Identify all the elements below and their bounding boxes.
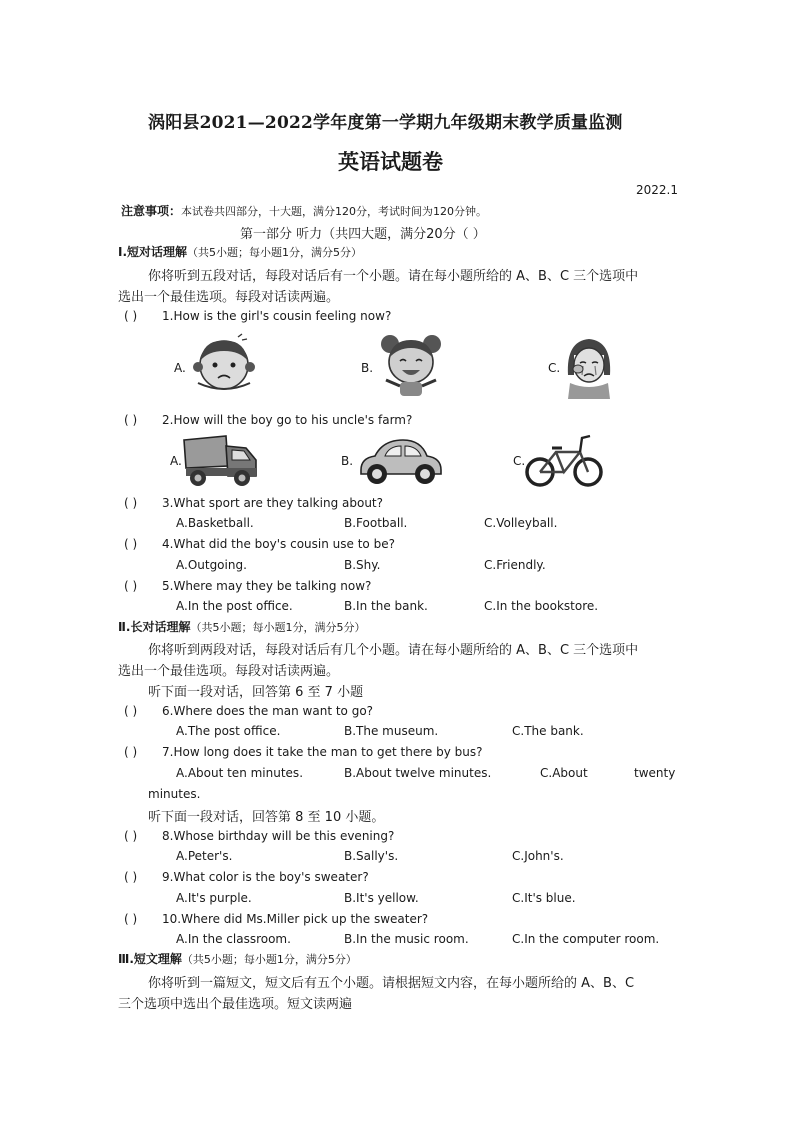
q10-row (124, 911, 428, 927)
q6-text: 6.Where does the man want to go? (162, 704, 374, 718)
section2-sub2: 听下面一段对话，回答第 8 至 10 小题。 (148, 810, 385, 825)
q9-row (124, 869, 369, 885)
q3-row (124, 495, 383, 511)
q10-text: 10.Where did Ms.Miller pick up the sweater? (162, 912, 429, 926)
q6-option-b: B.The museum. (344, 724, 439, 738)
section2-title: Ⅱ.长对话理解 (118, 620, 191, 634)
bicycle-icon (524, 430, 604, 488)
q7-option-c-cont: twenty (634, 766, 676, 780)
q3-option-c: C.Volleyball. (484, 516, 558, 530)
q5-option-a: A.In the post office. (176, 599, 293, 613)
notice-label: 注意事项： (121, 204, 182, 218)
happy-girl-icon (380, 332, 442, 398)
q1-option-a: A. (174, 361, 186, 375)
q7-row (124, 744, 482, 760)
answer-blank[interactable]: ( ) (124, 704, 138, 718)
q7-text: 7.How long does it take the man to get there by bus? (162, 745, 483, 759)
q4-option-a: A.Outgoing. (176, 558, 247, 572)
q7-option-a: A.About ten minutes. (176, 766, 304, 780)
q3-option-a: A.Basketball. (176, 516, 254, 530)
section3-title: Ⅲ.短文理解 (118, 952, 182, 966)
section1-title: Ⅰ.短对话理解 (118, 245, 188, 259)
q4-text: 4.What did the boy's cousin use to be? (162, 537, 395, 551)
part1-heading: 第一部分 听力（共四大题，满分20分（ ） (240, 227, 486, 242)
notice (121, 203, 487, 220)
q9-option-c: C.It's blue. (512, 891, 576, 905)
q7-option-c: C.About (540, 766, 588, 780)
section1-instruction-2: 选出一个最佳选项。每段对话读两遍。 (118, 290, 340, 305)
q2-option-b: B. (341, 454, 354, 468)
answer-blank[interactable]: ( ) (124, 912, 138, 926)
q7-option-b: B.About twelve minutes. (344, 766, 492, 780)
q8-option-b: B.Sally's. (344, 849, 399, 863)
q1-option-b: B. (361, 361, 374, 375)
q8-option-c: C.John's. (512, 849, 564, 863)
answer-blank[interactable]: ( ) (124, 496, 138, 510)
q9-option-a: A.It's purple. (176, 891, 252, 905)
section3-heading (118, 951, 357, 968)
crying-girl-icon (564, 335, 614, 399)
section3-instruction-2: 三个选项中选出个最佳选项。短文读两遍 (118, 997, 353, 1012)
q10-option-b: B.In the music room. (344, 932, 469, 946)
answer-blank[interactable]: ( ) (124, 413, 138, 427)
q5-option-b: B.In the bank. (344, 599, 428, 613)
q5-row (124, 578, 371, 594)
section2-heading (118, 619, 365, 636)
q4-row (124, 536, 395, 552)
answer-blank[interactable]: ( ) (124, 745, 138, 759)
q10-option-c: C.In the computer room. (512, 932, 660, 946)
q5-option-c: C.In the bookstore. (484, 599, 599, 613)
car-icon (357, 434, 443, 488)
notice-text: 本试卷共四部分，十大题，满分120分，考试时间为120分钟。 (181, 205, 488, 218)
truck-icon (182, 432, 258, 488)
section2-note: （共5小题；每小题1分，满分5分） (190, 621, 366, 634)
worried-girl-icon (190, 333, 258, 395)
section2-instruction-1: 你将听到两段对话，每段对话后有几个小题。请在每小题所给的 A、B、C 三个选项中 (148, 643, 639, 658)
q7-option-c-wrap: minutes. (148, 787, 201, 801)
section2-instruction-2: 选出一个最佳选项。每段对话读两遍。 (118, 664, 340, 679)
answer-blank[interactable]: ( ) (124, 829, 138, 843)
q2-text: 2.How will the boy go to his uncle's farm? (162, 413, 413, 427)
answer-blank[interactable]: ( ) (124, 870, 138, 884)
answer-blank[interactable]: ( ) (124, 579, 138, 593)
exam-subtitle: 英语试题卷 (338, 149, 443, 174)
q9-option-b: B.It's yellow. (344, 891, 419, 905)
q2-option-c: C. (513, 454, 526, 468)
q1-row (124, 308, 391, 324)
section3-note: （共5小题；每小题1分，满分5分） (181, 953, 357, 966)
q1-text: 1.How is the girl's cousin feeling now? (162, 309, 392, 323)
answer-blank[interactable]: ( ) (124, 537, 138, 551)
q10-option-a: A.In the classroom. (176, 932, 291, 946)
q6-row (124, 703, 373, 719)
q1-option-c: C. (548, 361, 561, 375)
q6-option-c: C.The bank. (512, 724, 584, 738)
q3-text: 3.What sport are they talking about? (162, 496, 383, 510)
section1-heading (118, 244, 362, 261)
q4-option-c: C.Friendly. (484, 558, 546, 572)
q8-option-a: A.Peter's. (176, 849, 233, 863)
q8-text: 8.Whose birthday will be this evening? (162, 829, 395, 843)
section2-sub1: 听下面一段对话，回答第 6 至 7 小题 (148, 685, 364, 700)
section1-instruction-1: 你将听到五段对话，每段对话后有一个小题。请在每小题所给的 A、B、C 三个选项中 (148, 269, 639, 284)
q4-option-b: B.Shy. (344, 558, 381, 572)
q2-option-a: A. (170, 454, 182, 468)
q9-text: 9.What color is the boy's sweater? (162, 870, 369, 884)
q3-option-b: B.Football. (344, 516, 408, 530)
q8-row (124, 828, 394, 844)
exam-title: 涡阳县2021—2022学年度第一学期九年级期末教学质量监测 (148, 113, 623, 133)
q6-option-a: A.The post office. (176, 724, 281, 738)
q5-text: 5.Where may they be talking now? (162, 579, 372, 593)
answer-blank[interactable]: ( ) (124, 309, 138, 323)
section1-note: （共5小题；每小题1分，满分5分） (187, 246, 363, 259)
q2-row (124, 412, 412, 428)
section3-instruction-1: 你将听到一篇短文，短文后有五个小题。请根据短文内容，在每小题所给的 A、B、C (148, 976, 635, 991)
exam-date: 2022.1 (636, 183, 678, 197)
